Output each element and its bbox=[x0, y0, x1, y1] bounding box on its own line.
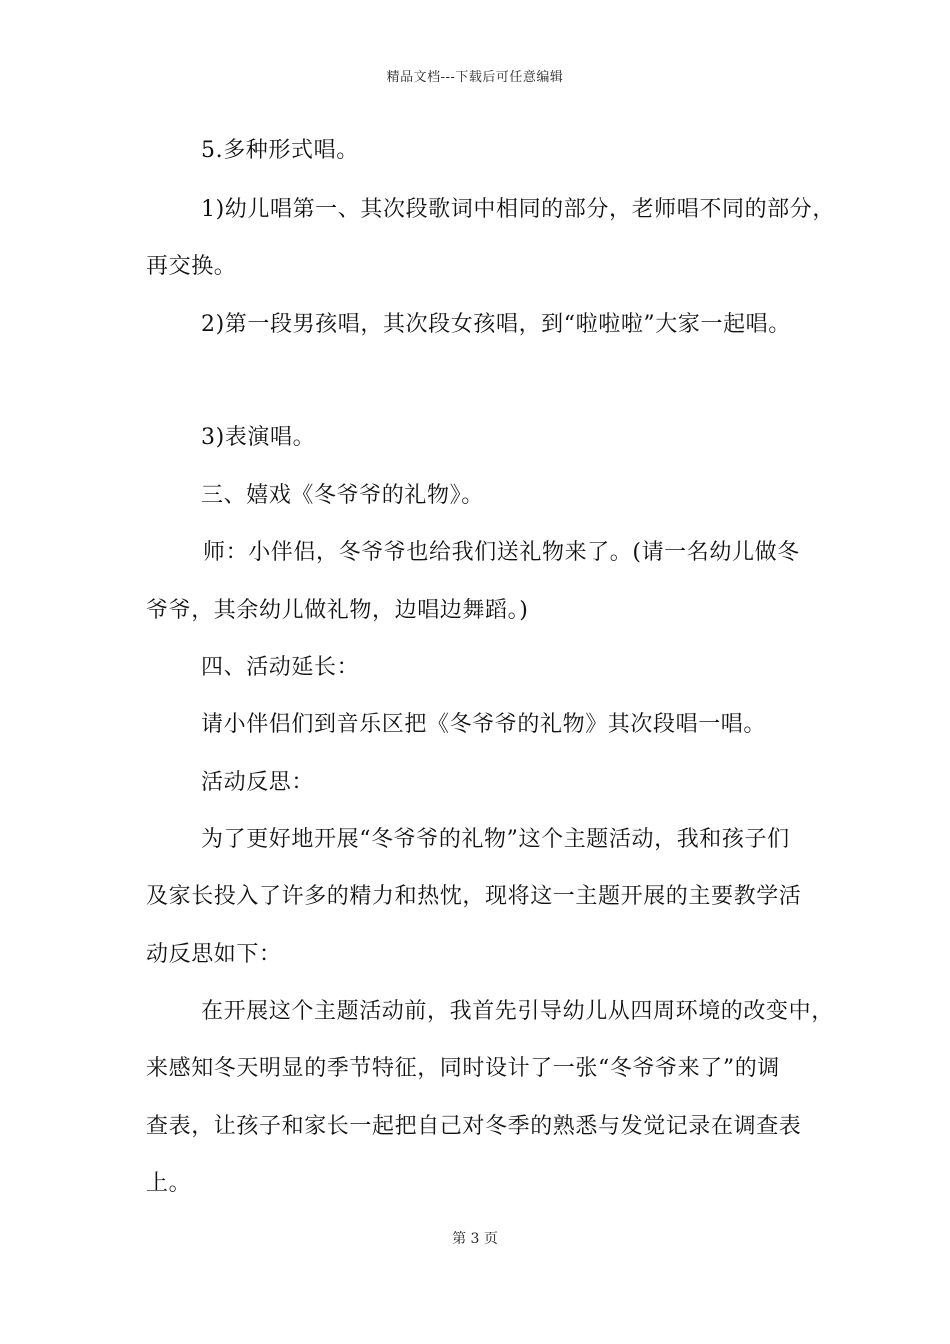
text-line: 爷爷，其余幼儿做礼物，边唱边舞蹈。) bbox=[146, 598, 529, 623]
text-line: 动反思如下： bbox=[146, 942, 282, 967]
text-line: 及家长投入了许多的精力和热忱，现将这一主题开展的主要教学活 bbox=[146, 884, 802, 909]
text-line: 四、活动延长： bbox=[201, 655, 360, 680]
text-line: 在开展这个主题活动前，我首先引导幼儿从四周环境的改变中， bbox=[201, 999, 834, 1024]
text-line: 5.多种形式唱。 bbox=[201, 138, 359, 163]
text-line: 活动反思： bbox=[201, 770, 315, 795]
text-line: 师：小伴侣，冬爷爷也给我们送礼物来了。(请一名幼儿做冬 bbox=[203, 540, 800, 565]
text-line: 上。 bbox=[146, 1171, 192, 1196]
text-line: 1)幼儿唱第一、其次段歌词中相同的部分，老师唱不同的部分， bbox=[201, 197, 835, 222]
text-line: 2)第一段男孩唱，其次段女孩唱，到“啦啦啦”大家一起唱。 bbox=[201, 312, 791, 337]
text-line: 三、嬉戏《冬爷爷的礼物》。 bbox=[201, 483, 484, 508]
text-line: 请小伴侣们到音乐区把《冬爷爷的礼物》其次段唱一唱。 bbox=[201, 712, 767, 737]
text-line: 为了更好地开展“冬爷爷的礼物”这个主题活动，我和孩子们 bbox=[201, 827, 790, 852]
text-line: 再交换。 bbox=[146, 254, 237, 279]
text-line: 来感知冬天明显的季节特征，同时设计了一张“冬爷爷来了”的调 bbox=[146, 1056, 780, 1081]
page-header: 精品文档---下载后可任意编辑 bbox=[386, 70, 564, 85]
text-line: 查表，让孩子和家长一起把自己对冬季的熟悉与发觉记录在调查表 bbox=[146, 1114, 802, 1139]
page-number: 第 3 页 bbox=[452, 1231, 498, 1247]
text-line: 3)表演唱。 bbox=[201, 425, 316, 450]
